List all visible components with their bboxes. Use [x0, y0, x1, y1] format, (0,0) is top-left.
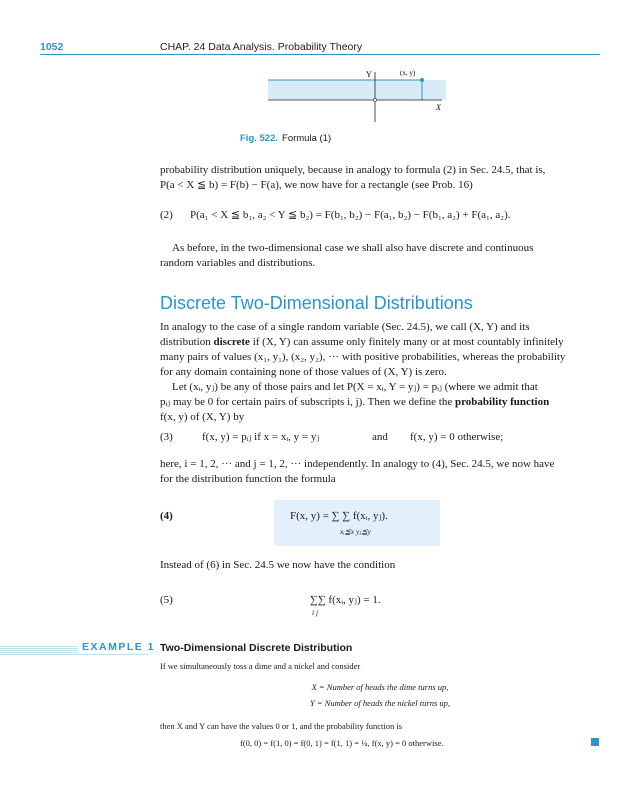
equation-4-number: (4)	[160, 510, 173, 522]
example-title: Two-Dimensional Discrete Distribution	[160, 642, 353, 654]
paragraph-line: here, i = 1, 2, ··· and j = 1, 2, ··· independently. In analogy to (4), Sec. 24.5, we now have	[160, 458, 555, 470]
equation-5: ∑∑ f(xᵢ, yⱼ) = 1.	[310, 594, 381, 606]
running-head: CHAP. 24 Data Analysis. Probability Theory	[160, 41, 363, 53]
paragraph-line: for the distribution function the formula	[160, 473, 336, 485]
origin-marker	[373, 98, 376, 101]
text-span: pᵢⱼ may be 0 for certain pairs of subscripts i, j). Then we define the	[160, 396, 455, 408]
paragraph-discrete-continuous	[160, 241, 600, 271]
example-def-y: Y = Number of heads the nickel turns up,	[309, 698, 451, 708]
figure-caption	[240, 133, 331, 144]
equation-5-subscripts: i j	[312, 608, 319, 617]
paragraph-distribution-function	[160, 457, 600, 487]
paragraph-line: P(a < X ≦ b) = F(b) − F(a), we now have for a rectangle (see Prob. 16)	[160, 179, 473, 191]
figure-number: Fig. 522.	[240, 133, 279, 144]
equation-4: F(x, y) = ∑ ∑ f(xᵢ, yⱼ).	[290, 510, 388, 522]
x-axis-label: X	[436, 103, 441, 112]
example-label: EXAMPLE 1	[78, 641, 159, 653]
point-label: (x, y)	[400, 69, 416, 77]
equation-5-number: (5)	[160, 594, 173, 606]
example-formula: f(0, 0) = f(1, 0) = f(0, 1) = f(1, 1) = ¼, f(x, y) = 0 otherwise.	[240, 738, 444, 748]
paragraph-condition: Instead of (6) in Sec. 24.5 we now have the condition	[160, 559, 396, 571]
paragraph-line	[160, 395, 600, 410]
paragraph-definition	[160, 320, 600, 425]
example-text: If we simultaneously toss a dime and a nickel and consider	[160, 661, 361, 671]
equation-4-subscripts: xᵢ≦x yⱼ≦y	[340, 527, 371, 536]
equation-2: P(a₁ < X ≦ b₁, a₂ < Y ≦ b₂) = F(b₁, b₂) − F(a₁, b₂) − F(b₁, a₂) + F(a₁, a₂).	[190, 209, 511, 221]
example-def-x: X = Number of heads the dime turns up,	[311, 682, 449, 692]
paragraph-line: f(x, y) of (X, Y) by	[160, 411, 245, 423]
paragraph-line: In analogy to the case of a single random variable (Sec. 24.5), we call (X, Y) and its	[160, 321, 530, 333]
paragraph-line: for any domain containing none of those values of (X, Y) is zero.	[160, 366, 447, 378]
paragraph-line: random variables and distributions.	[160, 257, 316, 269]
page-number: 1052	[40, 41, 64, 53]
text-span: if (X, Y) can assume only finitely many or at most countably infinitely	[249, 336, 564, 348]
figure-522	[260, 66, 450, 126]
paragraph-line: Let (xᵢ, yⱼ) be any of those pairs and let P(X = xᵢ, Y = yⱼ) = pᵢⱼ (where we admit that	[172, 381, 538, 393]
equation-2-number: (2)	[160, 209, 173, 221]
paragraph-line	[160, 335, 600, 350]
paragraph-line: As before, in the two-dimensional case we shall also have discrete and continuous	[172, 242, 534, 254]
paragraph-line: probability distribution uniquely, because in analogy to formula (2) in Sec. 24.5, that is,	[160, 164, 546, 176]
point-xy	[420, 78, 424, 82]
y-axis-label: Y	[366, 70, 372, 79]
section-title: Discrete Two-Dimensional Distributions	[160, 293, 473, 313]
term-probability-function: probability function	[455, 396, 550, 408]
term-discrete: discrete	[213, 336, 250, 348]
example-text: then X and Y can have the values 0 or 1, and the probability function is	[160, 721, 403, 731]
equation-3-left: f(x, y) = pᵢⱼ if x = xᵢ, y = yⱼ	[202, 431, 320, 443]
text-span: distribution	[160, 336, 214, 348]
header-rule	[40, 54, 600, 55]
paragraph-intro	[160, 163, 600, 193]
end-of-example-icon	[591, 738, 599, 746]
paragraph-line: many pairs of values (x₁, y₁), (x₂, y₂), ··· with positive probabilities, whereas the probability	[160, 351, 566, 363]
equation-3-right: f(x, y) = 0 otherwise;	[410, 431, 504, 443]
equation-3-number: (3)	[160, 431, 173, 443]
shaded-region	[268, 80, 446, 100]
equation-3-and: and	[372, 431, 388, 443]
figure-caption-text: Formula (1)	[282, 133, 332, 144]
